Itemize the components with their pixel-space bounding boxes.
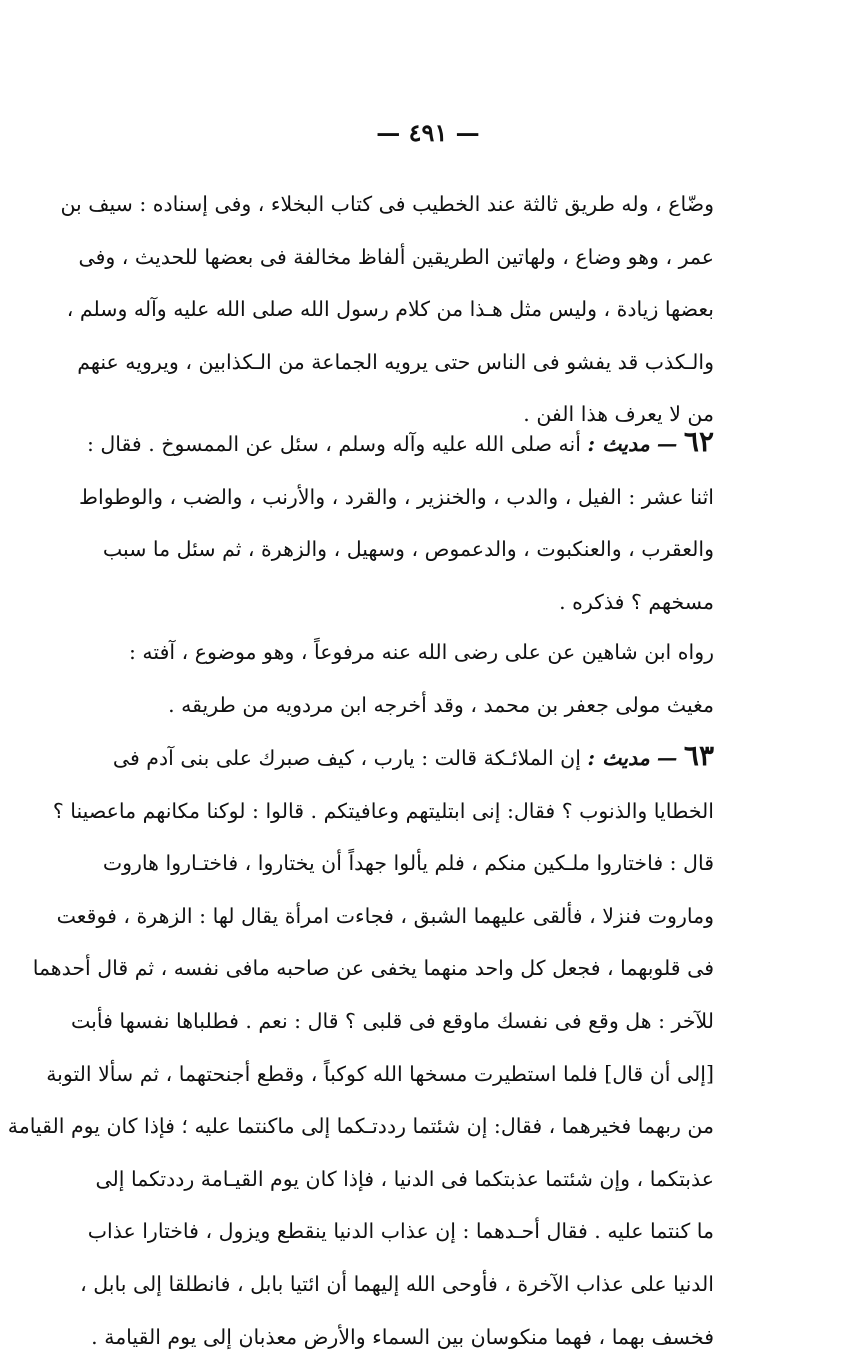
page-number: — ٤٩١ —	[376, 118, 480, 147]
text-line: ما كنتما عليه . فقال أحـدهما : إن عذاب الدنيا ينقطع ويزول ، فاختارا عذاب	[87, 1219, 714, 1244]
text-line: مسخهم ؟ فذكره .	[559, 589, 714, 614]
hadith-text: إن الملائـكة قالت : يارب ، كيف صبرك على بنى آدم فى	[112, 746, 581, 770]
text-line: فخسف بهما ، فهما منكوسان بين السماء والأرض معذبان إلى يوم القيامة .	[91, 1324, 714, 1349]
hadith-text: أنه صلى الله عليه وآله وسلم ، سئل عن الممسوخ . فقال :	[86, 432, 581, 456]
text-line: الخطايا والذنوب ؟ فقال: إنى ابتليتهم وعافيتكم . قالوا : لوكنا مكانهم ماعصينا ؟	[52, 798, 714, 823]
text-line: [إلى أن قال] فلما استطيرت مسخها الله كوكباً ، وقطع أجنحتهما ، ثم سألا التوبة	[46, 1061, 714, 1086]
text-line: والعقرب ، والعنكبوت ، والدعموص ، وسهيل ، والزهرة ، ثم سئل ما سبب	[102, 537, 714, 562]
text-line: للآخر : هل وقع فى نفسك ماوقع فى قلبى ؟ قال : نعم . فطلباها نفسها فأبت	[71, 1008, 714, 1033]
text-line: رواه ابن شاهين عن على رضى الله عنه مرفوعاً ، وهو موضوع ، آفته :	[128, 640, 714, 664]
text-line: والـكذب قد يفشو فى الناس حتى يرويه الجماعة من الـكذابين ، ويرويه عنهم	[77, 349, 714, 374]
text-line: الدنيا على عذاب الآخرة ، فأوحى الله إليهما أن ائتيا بابل ، فانطلقا إلى بابل ،	[80, 1271, 714, 1296]
hadith-number: ٦٢	[683, 425, 714, 458]
hadith-63	[7, 730, 714, 1363]
text-line: وماروت فنزلا ، فألقى عليهما الشبق ، فجاءت امرأة يقال لها : الزهرة ، فوقعت	[56, 903, 714, 928]
text-line: عذبتكما ، وإن شئتما عذبتكما فى الدنيا ، فإذا كان يوم القيـامة رددتكما إلى	[95, 1166, 714, 1191]
hadith-label: — مديث :	[587, 746, 678, 770]
hadith-62-commentary	[128, 626, 714, 731]
hadith-label: — مديث :	[587, 432, 678, 456]
text-line: قال : فاختاروا ملـكين منكم ، فلم يألوا جهداً أن يختاروا ، فاختـاروا هاروت	[102, 851, 714, 876]
text-line: اثنا عشر : الفيل ، والدب ، والخنزير ، والقرد ، والأرنب ، والضب ، والوطواط	[79, 484, 714, 509]
text-line: من ربهما فخيرهما ، فقال: إن شئتما رددتـكما إلى ماكنتما عليه ؛ فإذا كان يوم القيامة	[7, 1114, 714, 1139]
text-line: فى قلوبهما ، فجعل كل واحد منهما يخفى عن صاحبه مافى نفسه ، ثم قال أحدهما	[32, 956, 714, 981]
text-line	[112, 730, 714, 785]
text-line: من لا يعرف هذا الفن .	[523, 402, 714, 427]
text-line: عمر ، وهو وضاع ، ولهاتين الطريقين ألفاظ مخالفة فى بعضها للحديث ، وفى	[78, 244, 714, 269]
text-line: بعضها زيادة ، وليس مثل هـذا من كلام رسول الله صلى الله عليه وآله وسلم ،	[66, 297, 714, 322]
text-line	[86, 416, 714, 471]
text-line: مغيث مولى جعفر بن محمد ، وقد أخرجه ابن مردويه من طريقه .	[168, 692, 714, 717]
hadith-62	[79, 416, 714, 628]
paragraph-continuation	[60, 178, 714, 441]
text-line: وضّاع ، وله طريق ثالثة عند الخطيب فى كتاب البخلاء ، وفى إسناده : سيف بن	[60, 192, 714, 216]
hadith-number: ٦٣	[683, 739, 714, 772]
